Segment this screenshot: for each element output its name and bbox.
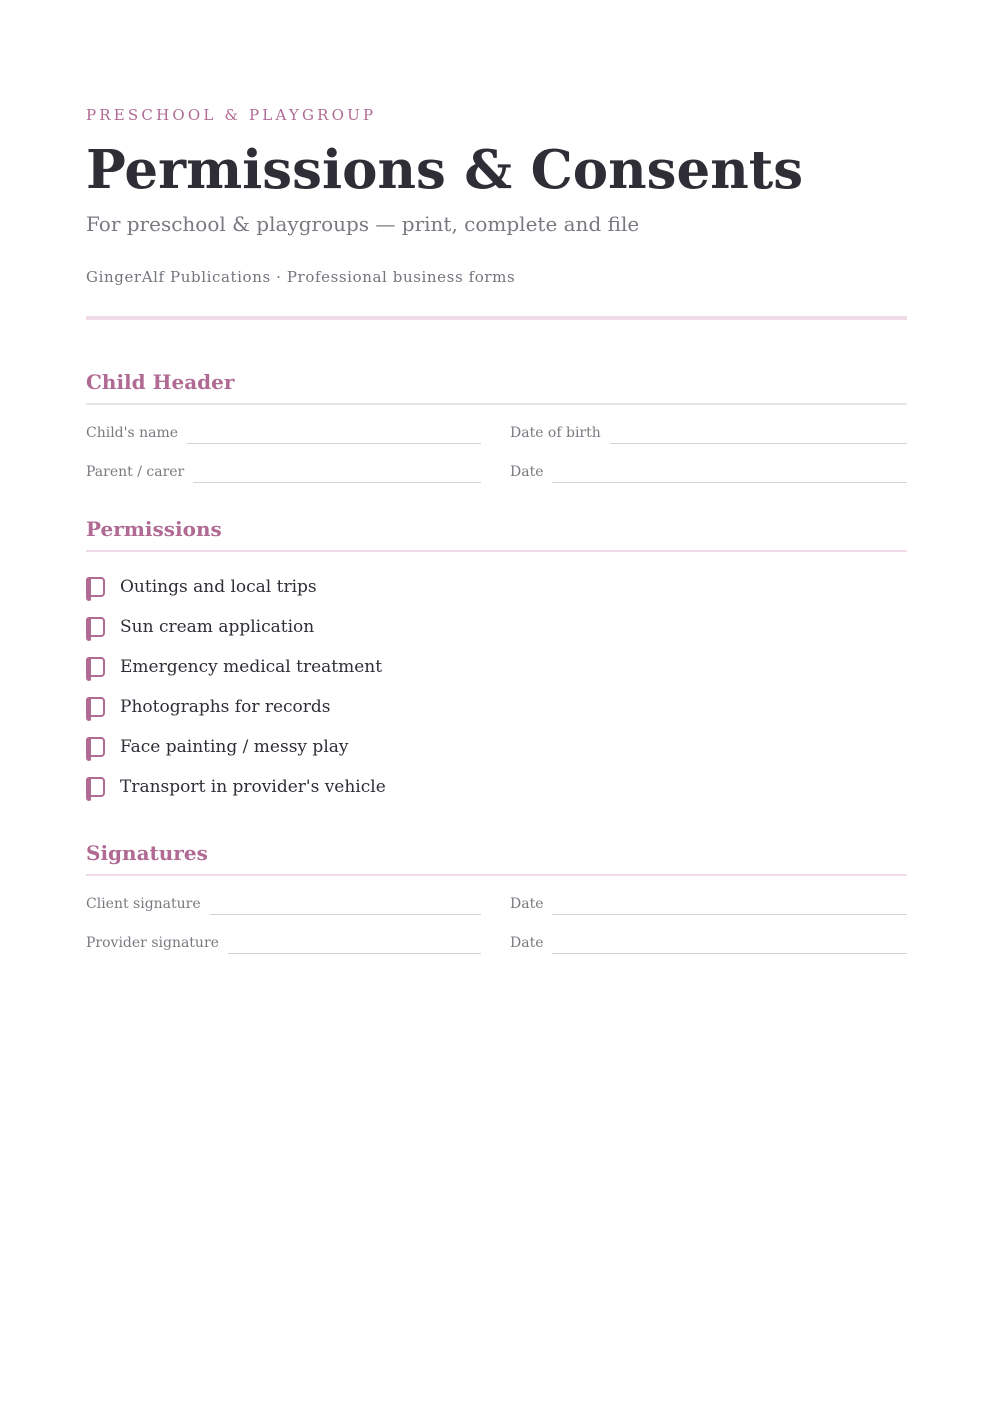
date-of-birth-label: Date of birth	[510, 425, 601, 441]
client-date-input[interactable]	[552, 892, 907, 915]
section-divider	[86, 874, 907, 876]
checkbox[interactable]	[86, 697, 105, 717]
client-signature-input[interactable]	[210, 892, 481, 915]
childs-name-field	[86, 422, 481, 444]
permission-item[interactable]	[86, 614, 314, 640]
permission-item[interactable]	[86, 574, 317, 600]
checkbox[interactable]	[86, 617, 105, 637]
permission-label: Photographs for records	[120, 697, 331, 717]
checkbox[interactable]	[86, 737, 105, 757]
childs-name-input[interactable]	[187, 421, 481, 444]
date-of-birth-input[interactable]	[610, 421, 907, 444]
permission-item[interactable]	[86, 694, 331, 720]
form-category: PRESCHOOL & PLAYGROUP	[86, 106, 377, 124]
date-input[interactable]	[552, 460, 907, 483]
provider-signature-field	[86, 932, 481, 954]
client-date-field	[510, 893, 907, 915]
client-date-label: Date	[510, 896, 544, 912]
permission-label: Face painting / messy play	[120, 737, 349, 757]
page-title: Permissions & Consents	[86, 139, 804, 201]
section-divider	[86, 550, 907, 552]
date-label: Date	[510, 464, 544, 480]
checkbox[interactable]	[86, 657, 105, 677]
provider-date-input[interactable]	[552, 931, 907, 954]
permission-label: Outings and local trips	[120, 577, 317, 597]
section-divider	[86, 403, 907, 405]
provider-date-label: Date	[510, 935, 544, 951]
permission-item[interactable]	[86, 774, 386, 800]
section-title-child-header: Child Header	[86, 370, 235, 394]
parent-carer-label: Parent / carer	[86, 464, 185, 480]
client-signature-field	[86, 893, 481, 915]
permission-item[interactable]	[86, 654, 382, 680]
provider-signature-input[interactable]	[228, 931, 481, 954]
childs-name-label: Child's name	[86, 425, 179, 441]
checkbox[interactable]	[86, 777, 105, 797]
provider-signature-label: Provider signature	[86, 935, 219, 951]
section-title-signatures: Signatures	[86, 841, 208, 865]
date-field	[510, 461, 907, 483]
date-of-birth-field	[510, 422, 907, 444]
client-signature-label: Client signature	[86, 896, 201, 912]
parent-carer-input[interactable]	[193, 460, 481, 483]
page-subtitle: For preschool & playgroups — print, complete and file	[86, 212, 640, 236]
permission-label: Emergency medical treatment	[120, 657, 383, 677]
permission-label: Sun cream application	[120, 617, 315, 637]
header-divider	[86, 316, 907, 320]
permission-label: Transport in provider's vehicle	[120, 777, 386, 797]
provider-date-field	[510, 932, 907, 954]
parent-carer-field	[86, 461, 481, 483]
permission-item[interactable]	[86, 734, 349, 760]
publisher-line: GingerAlf Publications · Professional business forms	[86, 268, 516, 286]
section-title-permissions: Permissions	[86, 517, 222, 541]
checkbox[interactable]	[86, 577, 105, 597]
